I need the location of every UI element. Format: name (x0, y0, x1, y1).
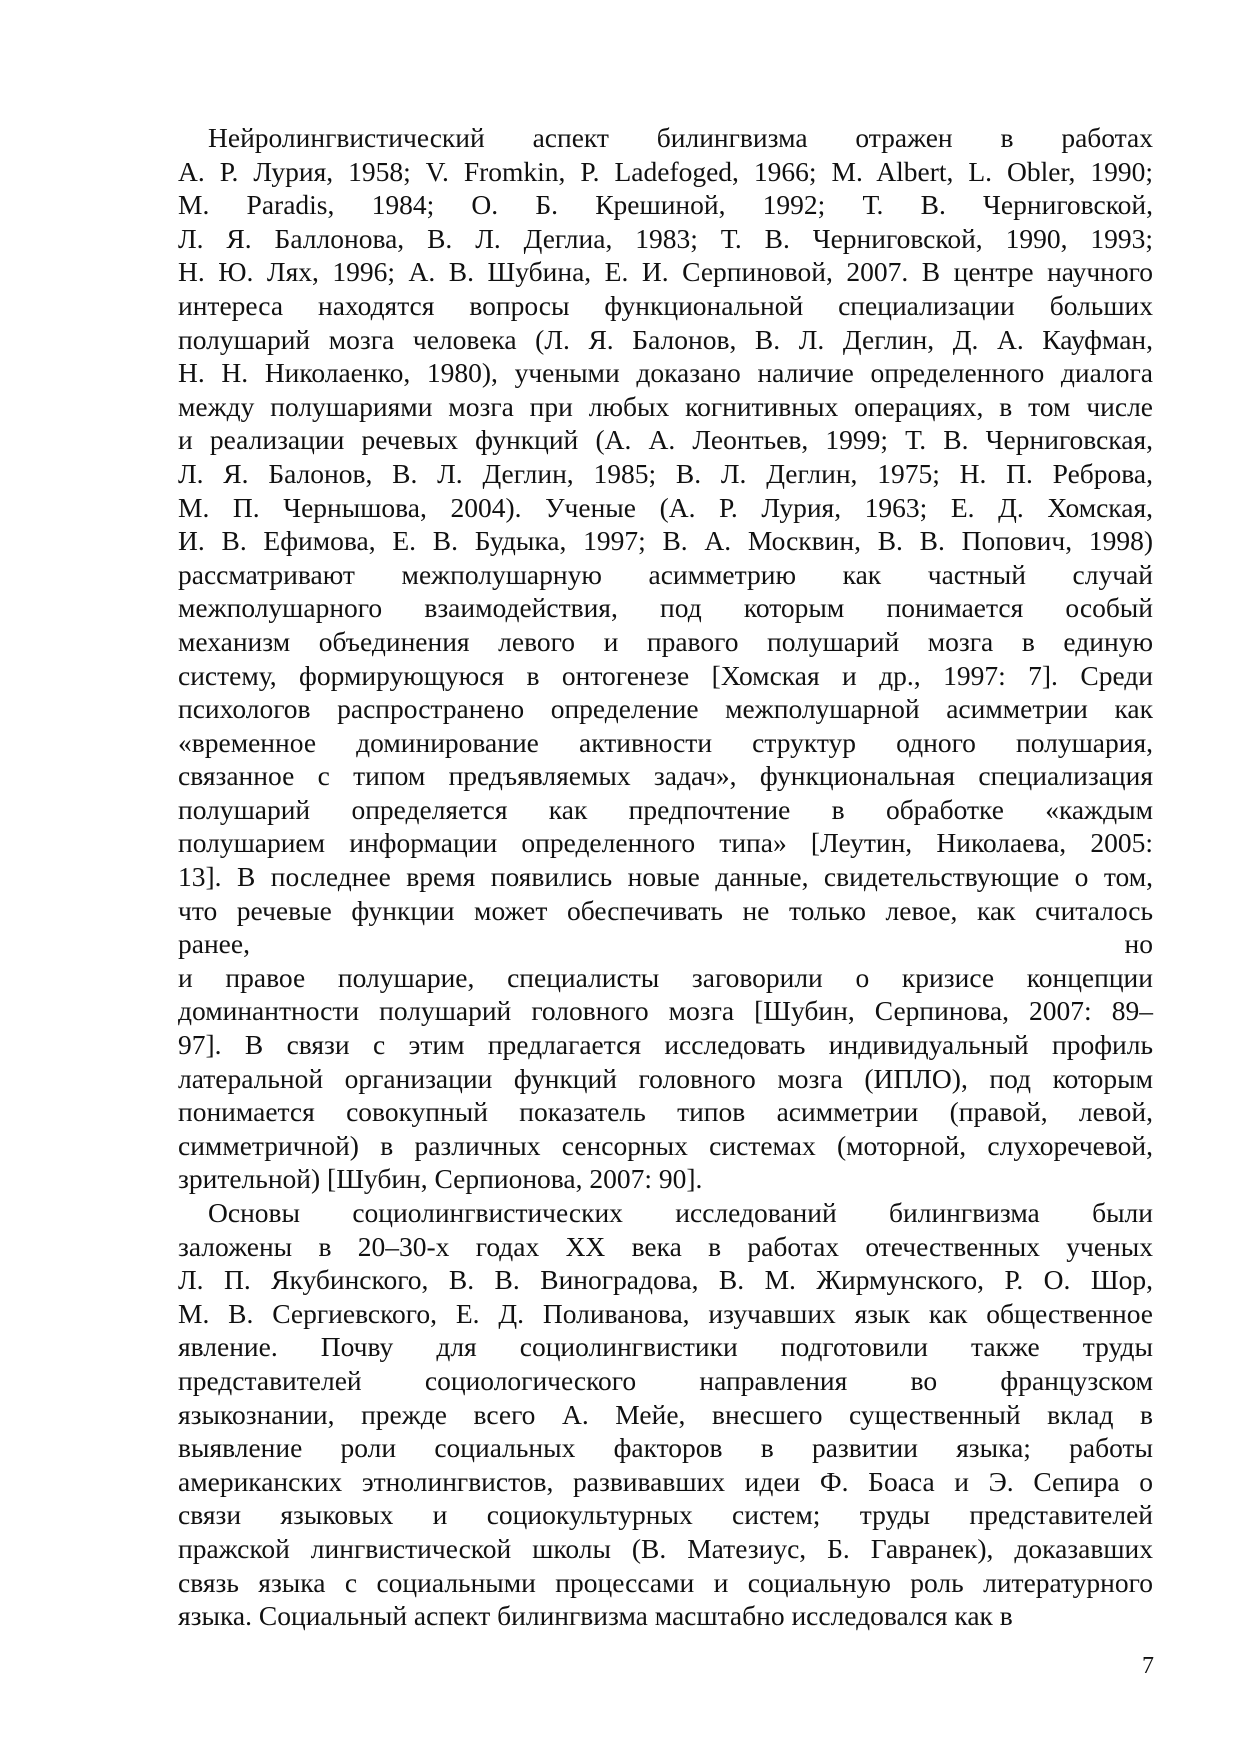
text-line: ранее, но (178, 928, 1153, 960)
text-line: полушарием информации определенного типа» [Леутин, Николаева, 2005: (178, 827, 1153, 859)
text-line: И. В. Ефимова, Е. В. Будыка, 1997; В. А. Москвин, В. В. Попович, 1998) (178, 525, 1153, 557)
paragraph (178, 1196, 1153, 1633)
text-line: связанное с типом предъявляемых задач», функциональная специализация (178, 760, 1153, 792)
text-line: что речевые функции может обеспечивать не только левое, как считалось (178, 894, 1153, 926)
text-line: латеральной организации функций головного мозга (ИПЛО), под которым (178, 1062, 1153, 1094)
text-line: симметричной) в различных сенсорных системах (моторной, слухоречевой, (178, 1129, 1153, 1161)
text-line: Н. Ю. Лях, 1996; А. В. Шубина, Е. И. Серпиновой, 2007. В центре научного (178, 256, 1153, 288)
text-line: американских этнолингвистов, развивавших идеи Ф. Боаса и Э. Сепира о (178, 1465, 1153, 1497)
text-line: Нейролингвистический аспект билингвизма отражен в работах (208, 122, 1153, 153)
text-line: пражской лингвистической школы (В. Матезиус, Б. Гавранек), доказавших (178, 1532, 1153, 1564)
text-line: механизм объединения левого и правого полушарий мозга в единую (178, 625, 1153, 657)
text-line: интереса находятся вопросы функциональной специализации больших (178, 289, 1153, 321)
text-line: понимается совокупный показатель типов асимметрии (правой, левой, (178, 1096, 1153, 1128)
text-line: и реализации речевых функций (А. А. Леонтьев, 1999; Т. В. Черниговская, (178, 424, 1153, 456)
text-line: Л. П. Якубинского, В. В. Виноградова, В. М. Жирмунского, Р. О. Шор, (178, 1264, 1153, 1296)
paragraph (178, 121, 1153, 1196)
text-line: Л. Я. Балонов, В. Л. Деглин, 1985; В. Л. Деглин, 1975; Н. П. Реброва, (178, 457, 1153, 489)
text-line: языкознании, прежде всего А. Мейе, внесшего существенный вклад в (178, 1398, 1153, 1430)
text-line: М. П. Чернышова, 2004). Ученые (А. Р. Лурия, 1963; Е. Д. Хомская, (178, 491, 1153, 523)
text-line: и правое полушарие, специалисты заговорили о кризисе концепции (178, 961, 1153, 993)
text-line: межполушарного взаимодействия, под которым понимается особый (178, 592, 1153, 624)
text-line: М. В. Сергиевского, Е. Д. Поливанова, изучавших язык как общественное (178, 1297, 1153, 1329)
text-line: зрительной) [Шубин, Серпионова, 2007: 90]. (178, 1163, 703, 1195)
text-line: доминантности полушарий головного мозга [Шубин, Серпинова, 2007: 89– (178, 995, 1153, 1027)
text-line: Н. Н. Николаенко, 1980), учеными доказано наличие определенного диалога (178, 357, 1153, 389)
text-line: связь языка с социальными процессами и социальную роль литературного (178, 1566, 1153, 1598)
text-line: представителей социологического направления во французском (178, 1364, 1153, 1396)
text-line: систему, формирующуюся в онтогенезе [Хомская и др., 1997: 7]. Среди (178, 659, 1153, 691)
text-line: «временное доминирование активности структур одного полушария, (178, 726, 1153, 758)
text-line: 13]. В последнее время появились новые данные, свидетельствующие о том, (178, 861, 1153, 893)
text-line: языка. Социальный аспект билингвизма масштабно исследовался как в (178, 1600, 1013, 1632)
body-text (178, 121, 1153, 1633)
text-line: 97]. В связи с этим предлагается исследовать индивидуальный профиль (178, 1029, 1153, 1061)
text-line: между полушариями мозга при любых когнитивных операциях, в том числе (178, 390, 1153, 422)
text-line: А. Р. Лурия, 1958; V. Fromkin, P. Ladefoged, 1966; M. Albert, L. Obler, 1990; (178, 155, 1153, 187)
text-line: психологов распространено определение межполушарной асимметрии как (178, 693, 1153, 725)
text-line: полушарий мозга человека (Л. Я. Балонов, В. Л. Деглин, Д. А. Кауфман, (178, 323, 1153, 355)
text-line: заложены в 20–30-х годах XX века в работах отечественных ученых (178, 1230, 1153, 1262)
text-line: явление. Почву для социолингвистики подготовили также труды (178, 1331, 1153, 1363)
text-line: Л. Я. Баллонова, В. Л. Деглиа, 1983; Т. В. Черниговской, 1990, 1993; (178, 222, 1153, 254)
text-line: выявление роли социальных факторов в развитии языка; работы (178, 1432, 1153, 1464)
page-number: 7 (1142, 1653, 1154, 1679)
text-line: полушарий определяется как предпочтение в обработке «каждым (178, 793, 1153, 825)
text-line: M. Paradis, 1984; О. Б. Крешиной, 1992; Т. В. Черниговской, (178, 189, 1153, 221)
text-line: рассматривают межполушарную асимметрию как частный случай (178, 558, 1153, 590)
text-line: Основы социолингвистических исследований билингвизма были (208, 1197, 1153, 1228)
text-line: связи языковых и социокультурных систем; труды представителей (178, 1499, 1153, 1531)
